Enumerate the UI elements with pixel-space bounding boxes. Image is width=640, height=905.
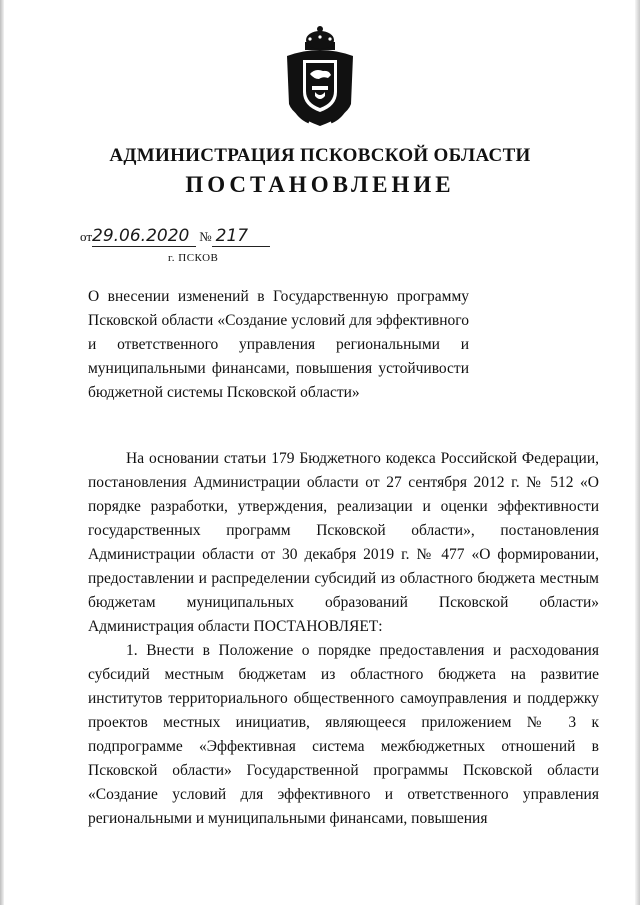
- item-1-paragraph: 1. Внести в Положение о порядке предоставления и расходования субсидий местным бюджетам из областного бюджета на развитие институтов территориального общественного самоуправления и поддержку проектов местных инициатив, являющееся приложением № 3 к подпрограмме «Эффективная система межбюджетных отношений в Псковской области» Государственной программы Псковской области «Создание условий для эффективного и ответственного управления региональными и муниципальными финансами, повышения: [88, 642, 599, 827]
- handwritten-date: 29.06.2020: [92, 226, 196, 247]
- document-subject: О внесении изменений в Государственную программу Псковской области «Создание условий для эффективного и ответственного управления региональными и муниципальными финансами, повышения устойчивости бюджетной системы Псковской области»: [88, 288, 469, 401]
- document-type-title: ПОСТАНОВЛЕНИЕ: [185, 172, 455, 197]
- handwritten-number: 217: [212, 226, 270, 247]
- date-prefix: от: [80, 229, 93, 244]
- scan-edge-right: [635, 0, 640, 905]
- coat-of-arms-emblem: [279, 26, 361, 128]
- document-date-number-line: [80, 226, 270, 247]
- preamble-paragraph: На основании статьи 179 Бюджетного кодекса Российской Федерации, постановления Администрации области от 27 сентября 2012 г. № 512 «О порядке разработки, утверждения, реализации и оценки эффективности государственных программ Псковской области», постановления Администрации области от 30 декабря 2019 г. № 477 «О формировании, предоставлении и распределении субсидий из областного бюджета местным бюджетам муниципальных образований Псковской области» Администрация области ПОСТАНОВЛЯЕТ:: [88, 450, 599, 635]
- document-body: [88, 447, 599, 831]
- city-label: г. ПСКОВ: [168, 252, 219, 264]
- scan-edge-left: [0, 0, 4, 905]
- organization-title: АДМИНИСТРАЦИЯ ПСКОВСКОЙ ОБЛАСТИ: [109, 145, 531, 166]
- number-prefix: №: [199, 229, 212, 244]
